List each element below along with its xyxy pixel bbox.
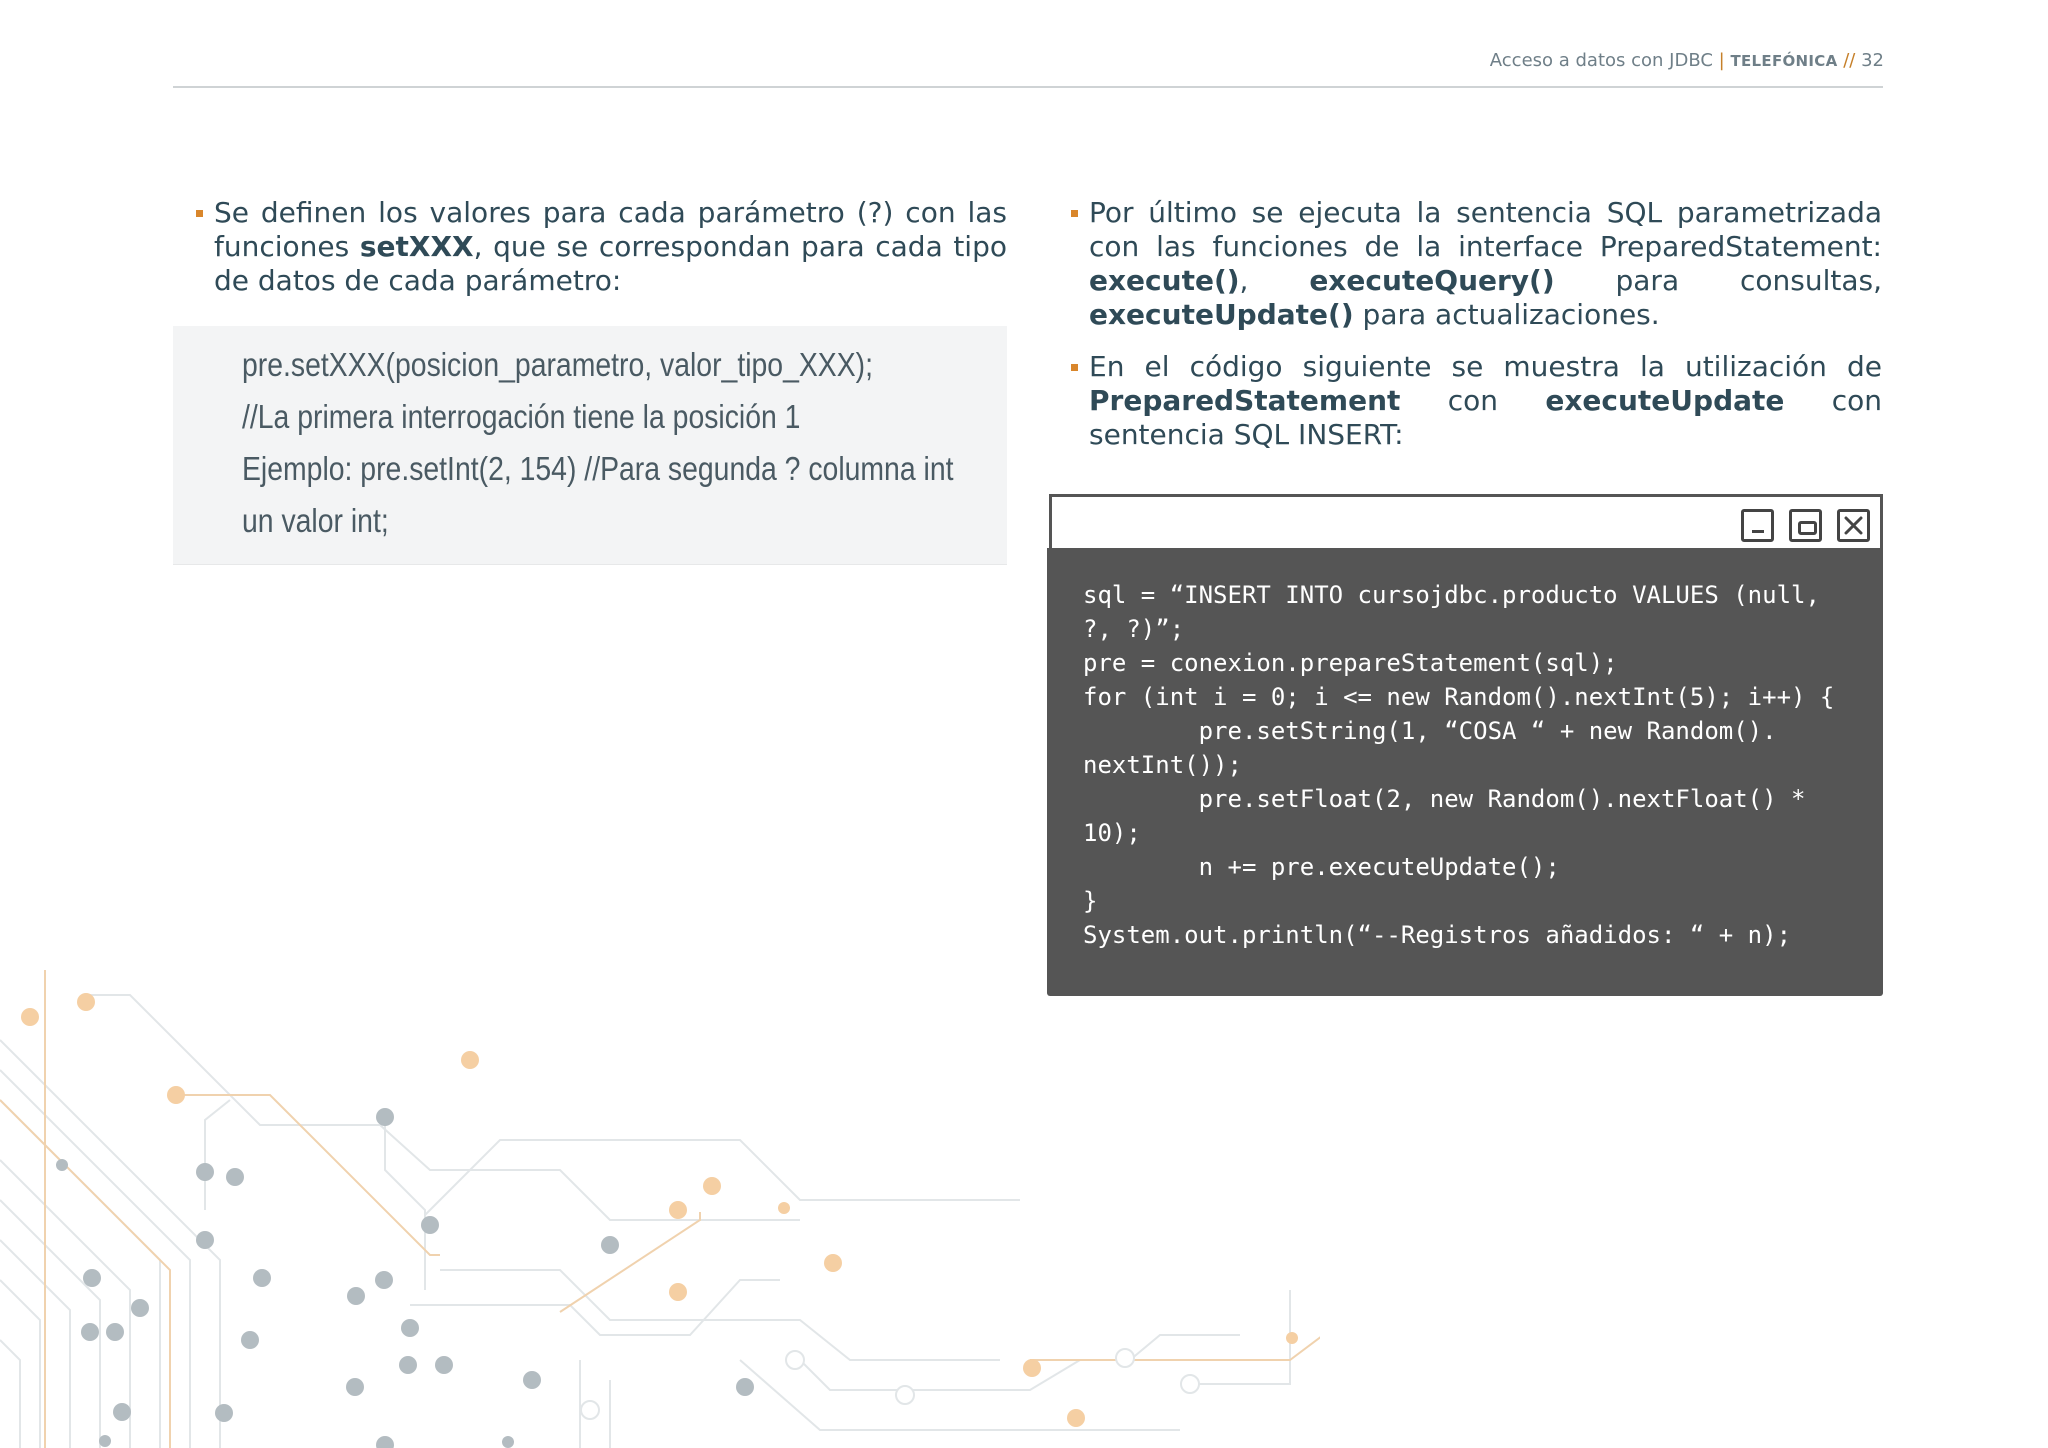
bold-executeupdate: executeUpdate() <box>1089 298 1354 331</box>
bullet-text: Por último se ejecuta la sentencia SQL parametrizada con las funciones de la interface PreparedStatement: <box>1089 196 1882 263</box>
bullet-text: con sentencia SQL INSERT: <box>1089 384 1882 451</box>
bullet-text: con <box>1400 384 1546 417</box>
page-header <box>1490 50 1884 71</box>
bullet-text: , <box>1239 264 1310 297</box>
header-divider <box>173 86 1883 88</box>
bullet-text: En el código siguiente se muestra la utilización de <box>1089 350 1882 383</box>
code-listing: sql = “INSERT INTO cursojdbc.producto VALUES (null, ?, ?)”; pre = conexion.prepareStatement(sql); for (int i = 0; i <= new Random().nextInt(5); i++) { pre.setString(1, “COSA “ + new Random(). nextInt()); pre.setFloat(2, new Random().nextFloat() * 10); n += pre.executeUpdate(); } System.out.println(“--Registros añadidos: “ + n); <box>1083 581 1835 949</box>
code-example-box <box>173 326 1007 565</box>
bullet-bold-setxxx: setXXX <box>359 230 474 263</box>
bullet-text: para consultas, <box>1554 264 1882 297</box>
bullet-set-parameters <box>214 196 1007 298</box>
document-title: Acceso a datos con JDBC <box>1489 50 1713 71</box>
bold-execute: execute() <box>1089 264 1240 297</box>
close-icon[interactable] <box>1837 509 1870 542</box>
header-separator: | <box>1712 50 1731 71</box>
box-line-3: Ejemplo: pre.setInt(2, 154) //Para segunda ? columna int <box>242 450 954 487</box>
code-body <box>1047 548 1883 996</box>
bullet-text: para actualizaciones. <box>1353 298 1660 331</box>
minimize-icon[interactable] <box>1741 509 1774 542</box>
bold-executeupdate: executeUpdate <box>1545 384 1785 417</box>
window-titlebar <box>1049 494 1883 551</box>
box-line-4: un valor int; <box>242 502 389 539</box>
bold-preparedstatement: PreparedStatement <box>1089 384 1401 417</box>
circuit-decoration <box>0 960 1320 1448</box>
bullet-code-intro <box>1089 350 1882 452</box>
code-window <box>1047 494 1883 996</box>
bold-executequery: executeQuery() <box>1309 264 1555 297</box>
box-line-2: //La primera interrogación tiene la posición 1 <box>242 398 801 435</box>
header-separator-2: // <box>1837 50 1862 71</box>
box-line-1: pre.setXXX(posicion_parametro, valor_tipo_XXX); <box>242 346 873 383</box>
maximize-icon[interactable] <box>1789 509 1822 542</box>
bullet-text: Se definen los valores para cada parámetro (?) con las funciones <box>214 196 1007 263</box>
company-name: TELEFÓNICA <box>1730 52 1838 70</box>
page-number: 32 <box>1861 50 1884 71</box>
bullet-execute-functions <box>1089 196 1882 332</box>
bullet-text: , que se correspondan para cada tipo de datos de cada parámetro: <box>214 230 1007 297</box>
